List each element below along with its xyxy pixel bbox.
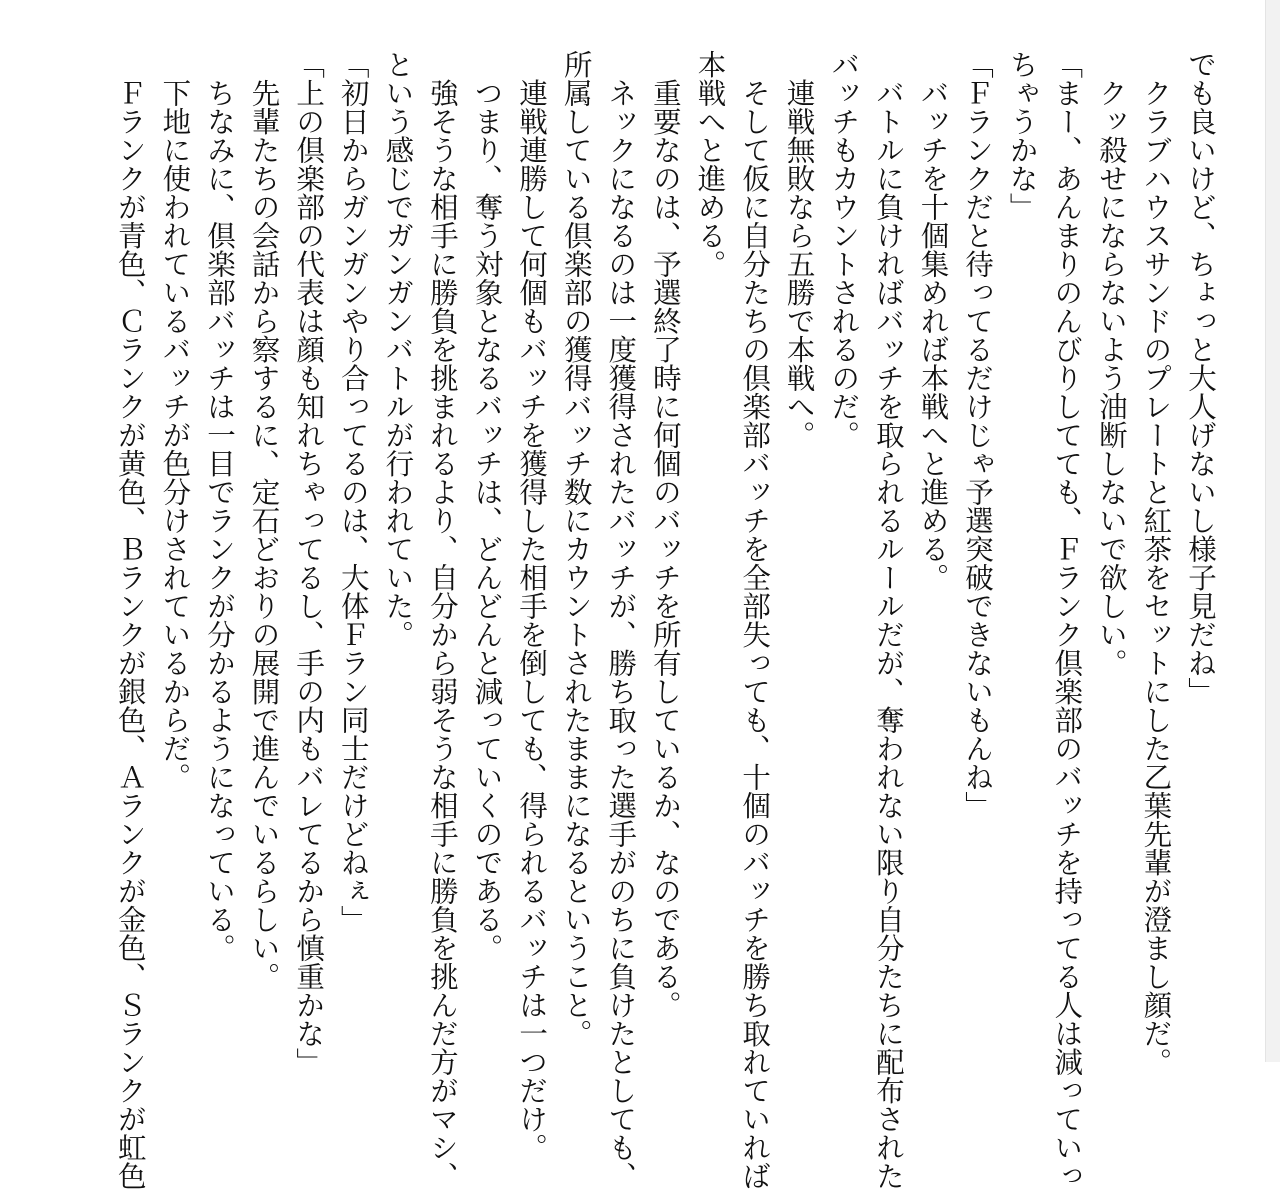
text-line-23: ちなみに、倶楽部バッチは一目でランクが分かるようになっている。: [202, 50, 236, 962]
vertical-text-body: [42, 50, 1222, 1190]
text-line-18: 強そうな相手に勝負を挑まれるより、自分から弱そうな相手に勝負を挑んだ方がマシ、: [425, 50, 459, 1190]
page-edge-scrollbar: [1265, 0, 1280, 1062]
text-line-1: でも良いけど、ちょっと大人げないし様子見だね」: [1184, 50, 1217, 706]
text-line-7: バッチを十個集めれば本戦へと進める。: [916, 50, 950, 592]
text-line-2: クラブハウスサンドのプレートと紅茶をセットにした乙葉先輩が澄まし顔だ。: [1139, 50, 1173, 1076]
text-line-14: ネックになるのは一度獲得されたバッチが、勝ち取った選手がのちに負けたとしても、: [604, 50, 638, 1190]
text-line-17: つまり、奪う対象となるバッチは、どんどんと減っていくのである。: [470, 50, 504, 962]
text-line-10: 連戦無敗なら五勝で本戦へ。: [782, 50, 816, 449]
text-line-16: 連戦連勝して何個もバッチを獲得した相手を倒しても、得られるバッチは一つだけ。: [515, 50, 549, 1162]
text-line-13: 重要なのは、予選終了時に何個のバッチを所有しているか、なのである。: [648, 50, 682, 1019]
text-line-6: 「Ｆランクだと待ってるだけじゃ予選突破できないもんね」: [961, 50, 995, 820]
text-line-15: 所属している倶楽部の獲得バッチ数にカウントされたままになるということ。: [559, 50, 593, 1048]
text-line-5: ちゃうかな」: [1005, 50, 1039, 221]
text-line-3: クッ殺せにならないよう油断しないで欲しい。: [1094, 50, 1128, 677]
text-line-9: バッチもカウントされるのだ。: [827, 50, 861, 449]
text-line-11: そして仮に自分たちの倶楽部バッチを全部失っても、十個のバッチを勝ち取れていれば: [738, 50, 772, 1190]
text-line-20: 「初日からガンガンやり合ってるのは、大体Ｆラン同士だけどねぇ」: [336, 50, 370, 934]
text-line-12: 本戦へと進める。: [693, 50, 727, 278]
text-line-19: という感じでガンガンバトルが行われていた。: [381, 50, 415, 649]
text-line-21: 「上の倶楽部の代表は顔も知れちゃってるし、手の内もバレてるから慎重かな」: [292, 50, 326, 1076]
text-line-22: 先輩たちの会話から察するに、定石どおりの展開で進んでいるらしい。: [247, 50, 281, 991]
text-line-8: バトルに負ければバッチを取られるルールだが、奪われない限り自分たちに配布された: [871, 50, 905, 1190]
text-line-4: 「まー、あんまりのんびりしてても、Ｆランク倶楽部のバッチを持ってる人は減っていっ: [1050, 50, 1084, 1190]
text-line-24: 下地に使われているバッチが色分けされているからだ。: [158, 50, 192, 791]
text-line-25: Ｆランクが青色、Ｃランクが黄色、Ｂランクが銀色、Ａランクが金色、Ｓランクが虹色: [113, 50, 147, 1190]
